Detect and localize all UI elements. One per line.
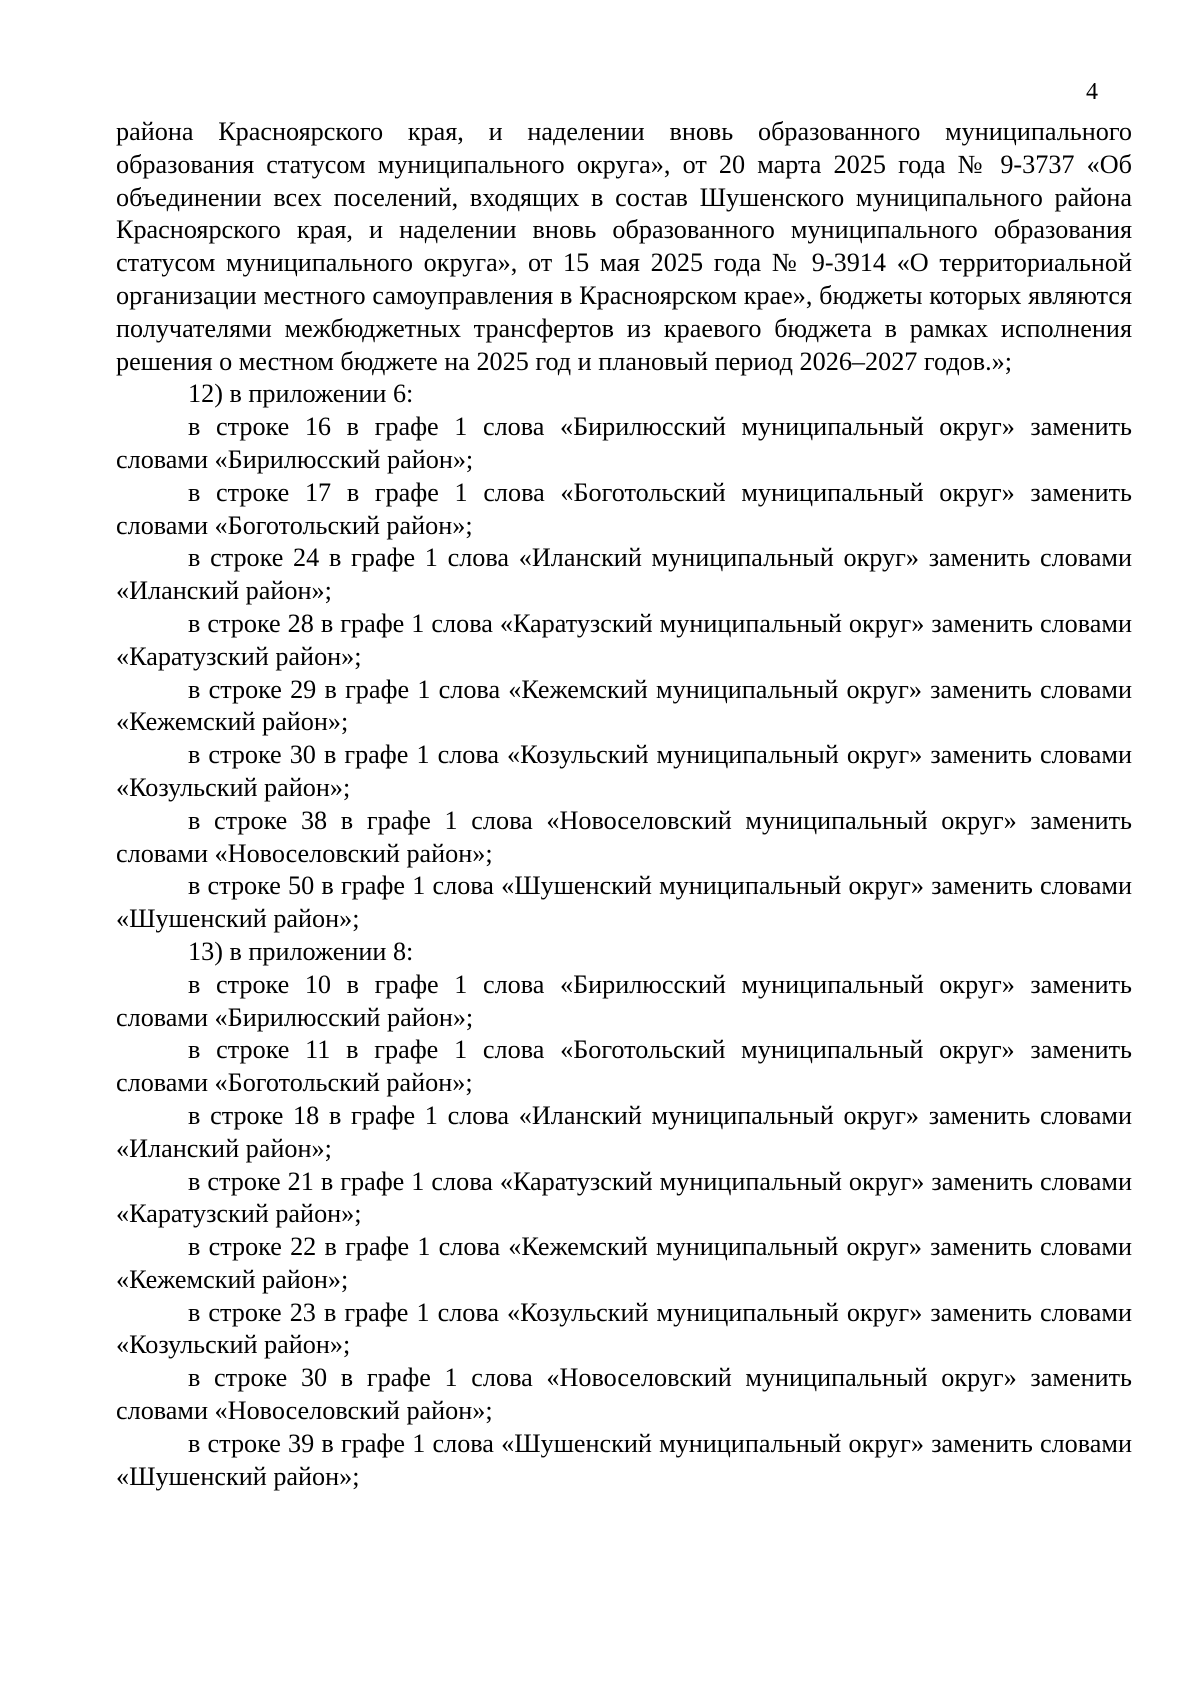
paragraph-continuation: района Красноярского края, и наделении вновь образованного муниципального образования статусом муниципального округа», от 20 марта 2025 года № 9-3737 «Об объединении всех поселений, входящих в состав Шушенского муниципального района Красноярского края, и наделении вновь образованного муниципального образования статусом муниципального округа», от 15 мая 2025 года № 9-3914 «О территориальной организации местного самоуправления в Красноярском крае», бюджеты которых являются получателями межбюджетных трансфертов из краевого бюджета в рамках исполнения решения о местном бюджете на 2025 год и плановый период 2026–2027 годов.»; [116, 117, 1132, 376]
paragraph-item-12-heading: 12) в приложении 6: [188, 379, 414, 409]
paragraph-amendment: в строке 29 в графе 1 слова «Кежемский муниципальный округ» заменить словами «Кежемский район»; [116, 674, 1132, 737]
paragraph-amendment: в строке 24 в графе 1 слова «Иланский муниципальный округ» заменить словами «Иланский район»; [116, 543, 1132, 606]
paragraph-amendment: в строке 22 в графе 1 слова «Кежемский муниципальный округ» заменить словами «Кежемский район»; [116, 1232, 1132, 1294]
page-number: 4 [1086, 79, 1098, 105]
paragraph-amendment: в строке 38 в графе 1 слова «Новоселовский муниципальный округ» заменить словами «Новоселовский район»; [116, 805, 1132, 868]
paragraph-amendment: в строке 17 в графе 1 слова «Боготольский муниципальный округ» заменить словами «Боготольский район»; [116, 477, 1132, 540]
paragraph-amendment: в строке 10 в графе 1 слова «Бирилюсский муниципальный округ» заменить словами «Бирилюсский район»; [116, 969, 1132, 1032]
page-content [116, 76, 1132, 1493]
paragraph-amendment: в строке 18 в графе 1 слова «Иланский муниципальный округ» заменить словами «Иланский район»; [116, 1100, 1132, 1163]
paragraph-amendment: в строке 11 в графе 1 слова «Боготольский муниципальный округ» заменить словами «Боготольский район»; [116, 1035, 1132, 1098]
paragraph-amendment: в строке 21 в графе 1 слова «Каратузский муниципальный округ» заменить словами «Каратузский район»; [116, 1166, 1132, 1229]
paragraph-amendment: в строке 50 в графе 1 слова «Шушенский муниципальный округ» заменить словами «Шушенский район»; [116, 871, 1132, 934]
paragraph-amendment: в строке 23 в графе 1 слова «Козульский муниципальный округ» заменить словами «Козульский район»; [116, 1297, 1132, 1360]
document-body [116, 116, 1132, 1493]
paragraph-amendment: в строке 39 в графе 1 слова «Шушенский муниципальный округ» заменить словами «Шушенский район»; [116, 1428, 1132, 1491]
paragraph-amendment: в строке 28 в графе 1 слова «Каратузский муниципальный округ» заменить словами «Каратузский район»; [116, 608, 1132, 671]
paragraph-item-13-heading: 13) в приложении 8: [188, 936, 414, 966]
paragraph-amendment: в строке 16 в графе 1 слова «Бирилюсский муниципальный округ» заменить словами «Бирилюсский район»; [116, 412, 1132, 474]
paragraph-amendment: в строке 30 в графе 1 слова «Козульский муниципальный округ» заменить словами «Козульский район»; [116, 740, 1132, 802]
paragraph-amendment: в строке 30 в графе 1 слова «Новоселовский муниципальный округ» заменить словами «Новоселовский район»; [116, 1363, 1132, 1426]
